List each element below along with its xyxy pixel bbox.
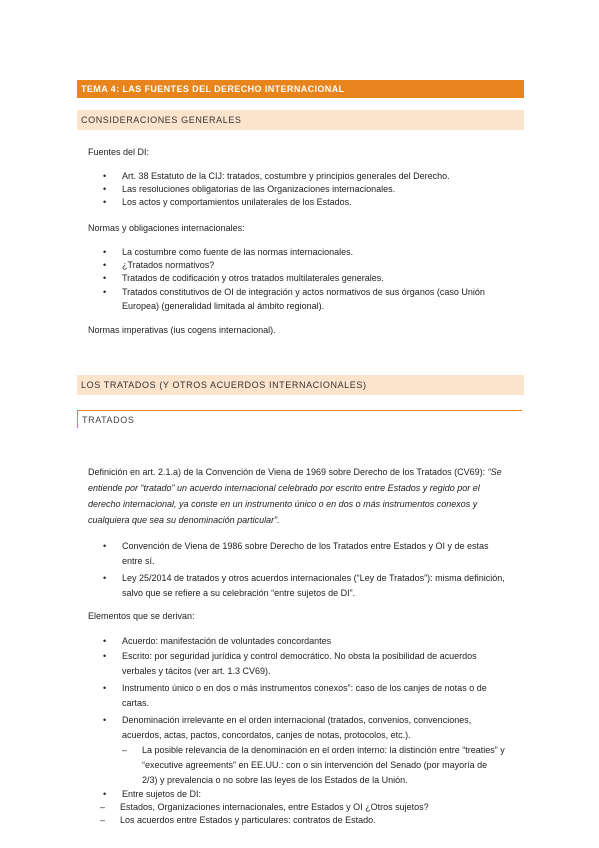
- list-item: • Las resoluciones obligatorias de las Organizaciones internacionales.: [103, 184, 396, 194]
- list-item: • Ley 25/2014 de tratados y otros acuerdos internacionales (“Ley de Tratados”): misma definición, salvo que se refiere a su celebración “entre sujetos de DI”.: [103, 573, 505, 598]
- section-heading-tratados: LOS TRATADOS (Y OTROS ACUERDOS INTERNACIONALES): [77, 375, 524, 395]
- list-item: • Acuerdo: manifestación de voluntades concordantes: [100, 634, 505, 649]
- subheading-tratados: TRATADOS: [77, 410, 522, 428]
- normas-imperativas: Normas imperativas (ius cogens internacional).: [88, 325, 276, 335]
- bullet-icon: •: [103, 789, 107, 799]
- elementos-list: [100, 634, 505, 827]
- list-item: – Estados, Organizaciones internacionales, entre Estados y OI ¿Otros sujetos?: [100, 802, 429, 812]
- dash-icon: –: [122, 745, 128, 755]
- list-item: • Tratados constitutivos de OI de integración y actos normativos de sus órganos (caso Unión Europea) (generalidad limitada al ámbito regional).: [103, 287, 485, 311]
- elementos-label: Elementos que se derivan:: [88, 611, 195, 621]
- normas-label: Normas y obligaciones internacionales:: [88, 223, 245, 233]
- list-item: • Convención de Viena de 1986 sobre Derecho de los Tratados entre Estados y OI y de estas entre sí.: [103, 541, 489, 566]
- dash-icon: –: [100, 802, 106, 812]
- list-item: • Escrito: por seguridad jurídica y control democrático. No obsta la posibilidad de acuerdos verbales y tácitos (ver art. 1.3 CV69).: [103, 651, 477, 676]
- list-item: • Los actos y comportamientos unilaterales de los Estados.: [103, 197, 352, 207]
- bullet-icon: •: [103, 247, 107, 257]
- list-item: • ¿Tratados normativos?: [103, 260, 215, 270]
- section-heading-consideraciones: CONSIDERACIONES GENERALES: [77, 110, 524, 130]
- bullet-icon: •: [103, 636, 107, 646]
- list-item: • Art. 38 Estatuto de la CIJ: tratados, costumbre y principios generales del Derecho.: [103, 171, 450, 181]
- bullet-icon: •: [103, 171, 107, 181]
- list-item: • Entre sujetos de DI: – Estados, Organizaciones internacionales, entre Estados y OI ¿Otros sujetos? – Los acuerdos entre Estados y particulares: contratos de Estado.: [100, 788, 505, 827]
- denominacion-sublist: [122, 743, 505, 788]
- bullet-icon: •: [103, 260, 107, 270]
- list-item: • Denominación irrelevante en el orden internacional (tratados, convenios, convenciones, acuerdos, actas, pactos, concordatos, canjes de notas, protocolos, etc.). – La posible relevancia de la denominación en el orden interno: la distinción entre “treaties” y “executive agreements” en EE.UU.: con o sin intervención del Senado (por mayoría de 2/3) y prevalencia o no sobre las leyes de los Estados de la Unión.: [100, 713, 505, 788]
- bullet-icon: •: [103, 197, 107, 207]
- fuentes-label: Fuentes del DI:: [88, 147, 150, 157]
- definicion-paragraph: Definición en art. 2.1.a) de la Convención de Viena de 1969 sobre Derecho de los Tratados (CV69): “Se entiende por “tratado” un acuerdo internacional celebrado por escrito entre Estados y regido por el derecho internacional, ya conste en un instrumento único o en dos o más instrumentos conexos y cualquiera que sea su denominación particular”.: [88, 467, 502, 525]
- dash-icon: –: [100, 815, 106, 825]
- list-item: • La costumbre como fuente de las normas internacionales.: [103, 247, 354, 257]
- bullet-icon: •: [103, 541, 107, 551]
- bullet-icon: •: [103, 287, 107, 297]
- normas-list: [100, 246, 505, 313]
- bullet-icon: •: [103, 651, 107, 661]
- list-item: – Los acuerdos entre Estados y particulares: contratos de Estado.: [100, 815, 376, 825]
- bullet-icon: •: [103, 573, 107, 583]
- bullet-icon: •: [103, 683, 107, 693]
- list-item: – La posible relevancia de la denominación en el orden interno: la distinción entre “treaties” y “executive agreements” en EE.UU.: con o sin intervención del Senado (por mayoría de 2/3) y prevalencia o no sobre las leyes de los Estados de la Unión.: [122, 745, 505, 785]
- sujetos-sublist: [100, 801, 505, 827]
- tema-title: TEMA 4: LAS FUENTES DEL DERECHO INTERNACIONAL: [77, 80, 524, 98]
- bullet-icon: •: [103, 273, 107, 283]
- list-item: • Tratados de codificación y otros tratados multilaterales generales.: [103, 273, 384, 283]
- convenciones-list: [100, 539, 505, 601]
- bullet-icon: •: [103, 715, 107, 725]
- list-item: • Instrumento único o en dos o más instrumentos conexos”: caso de los canjes de notas o de cartas.: [103, 683, 487, 708]
- bullet-icon: •: [103, 184, 107, 194]
- fuentes-list: [100, 170, 505, 209]
